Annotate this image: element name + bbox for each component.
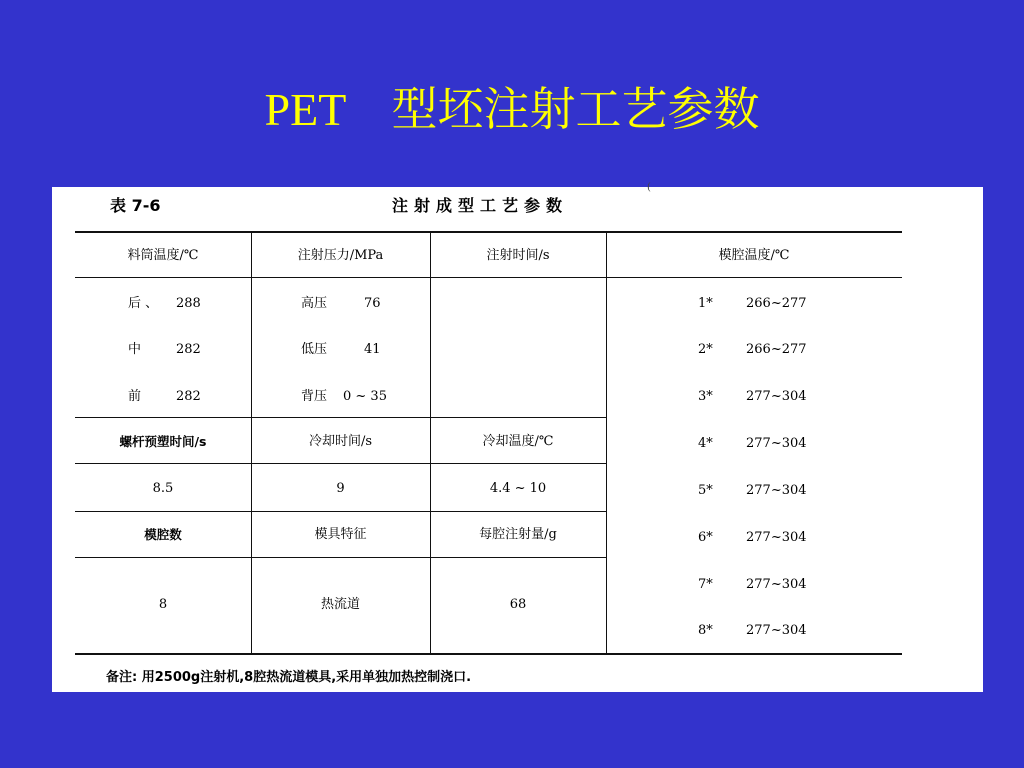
cooling-time-value: 9 [336,481,345,496]
table-note: 备注: 用2500g注射机,8腔热流道模具,采用单独加热控制浇口. [106,670,472,685]
cavity-temp-range: 277~304 [746,577,807,592]
mold-feature-label: 模具特征 [314,527,367,542]
column-rule [606,231,607,654]
cavity-number: 8* [698,623,713,638]
cooling-time-label: 冷却时间/s [308,434,373,449]
cavity-temp-range: 277~304 [746,530,807,545]
barrel-zone-label: 前 [128,389,142,404]
barrel-zone-value: 282 [176,342,201,357]
barrel-zone-label: 后 、 [128,296,159,311]
pressure-label: 高压 [301,296,328,311]
cavity-number: 4* [698,436,713,451]
table-number: 表 7-6 [110,196,161,215]
table-bottom-rule [75,653,902,655]
cavity-temp-range: 277~304 [746,436,807,451]
cavity-number: 6* [698,530,713,545]
header-rule [75,277,902,278]
barrel-zone-label: 中 [128,342,142,357]
cavity-number: 3* [698,389,713,404]
header-barrel-temp: 料筒温度/℃ [127,248,199,263]
cavity-number: 7* [698,577,713,592]
cavity-temp-range: 277~304 [746,483,807,498]
table-title: 注射成型工艺参数 [391,196,568,215]
pressure-label: 低压 [301,342,328,357]
mold-feature-value: 热流道 [320,597,360,612]
table-top-rule [75,231,902,233]
pressure-value: 76 [364,296,381,311]
screw-plasticizing-time-label: 螺杆预塑时间/s [119,434,207,449]
row-rule [75,511,606,512]
row-rule [75,557,606,558]
cavity-number: 2* [698,342,713,357]
header-cavity-temp: 模腔温度/℃ [718,248,790,263]
cavity-count-label: 模腔数 [144,527,182,542]
shot-weight-label: 每腔注射量/g [479,527,557,542]
barrel-zone-value: 288 [176,296,201,311]
header-injection-time: 注射时间/s [486,248,550,263]
cavity-temp-range: 266~277 [746,296,807,311]
cavity-count-value: 8 [158,597,168,612]
cavity-temp-range: 266~277 [746,342,807,357]
cavity-number: 1* [698,296,713,311]
cavity-number: 5* [698,483,713,498]
slide-title: PET 型坯注射工艺参数 [264,84,760,135]
screw-plasticizing-time-value: 8.5 [152,481,174,496]
shot-weight-value: 68 [509,597,527,612]
row-rule [75,463,606,464]
pressure-label: 背压 [301,389,328,404]
cavity-temp-range: 277~304 [746,623,807,638]
scan-artifact: ( [647,182,651,193]
pressure-value: 0 ~ 35 [343,389,387,404]
cooling-temp-value: 4.4 ~ 10 [489,481,547,496]
row-rule [75,417,606,418]
cavity-temp-range: 277~304 [746,389,807,404]
header-injection-pressure: 注射压力/MPa [297,248,384,263]
cooling-temp-label: 冷却温度/℃ [482,434,554,449]
barrel-zone-value: 282 [176,389,201,404]
pressure-value: 41 [364,342,381,357]
